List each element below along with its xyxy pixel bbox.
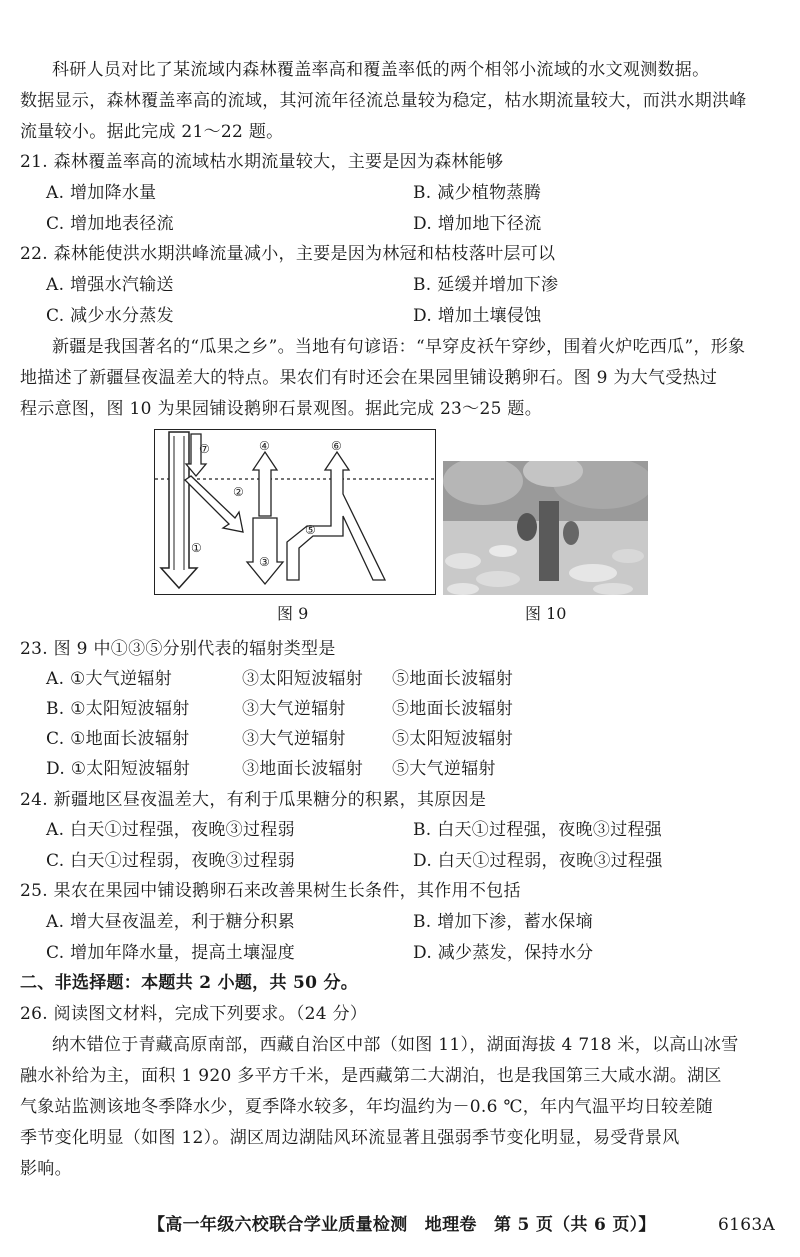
q23-option-a[interactable] xyxy=(46,667,566,691)
figure-9-caption: 图 9 xyxy=(277,604,309,623)
section-heading: 二、非选择题：本题共 2 小题，共 50 分。 xyxy=(20,973,359,993)
intro-text: 新疆是我国著名的“瓜果之乡”。当地有句谚语：“早穿皮袄午穿纱，围着火炉吃西瓜”，形象 xyxy=(52,337,746,357)
q22-option-b[interactable]: B. 延缓并增加下渗 xyxy=(413,275,559,295)
q26-paragraph: 气象站监测该地冬季降水少，夏季降水较多，年均温约为－0.6 ℃，年内气温平均日较差随 xyxy=(20,1097,714,1117)
intro-text: 科研人员对比了某流域内森林覆盖率高和覆盖率低的两个相邻小流域的水文观测数据。 xyxy=(52,60,710,80)
q23-a-part2: ③太阳短波辐射 xyxy=(242,669,364,689)
question-25-stem: 25. 果农在果园中铺设鹅卵石来改善果树生长条件，其作用不包括 xyxy=(20,881,521,901)
figure-10-photo xyxy=(443,461,648,595)
q22-option-d[interactable]: D. 增加土壤侵蚀 xyxy=(413,306,542,326)
q23-a-part1: A. ①大气逆辐射 xyxy=(46,669,173,689)
figure-9-diagram xyxy=(154,429,436,595)
q26-paragraph: 季节变化明显（如图 12）。湖区周边湖陆风环流显著且强弱季节变化明显，易受背景风 xyxy=(20,1128,680,1148)
q24-option-b[interactable]: B. 白天①过程强，夜晚③过程强 xyxy=(413,820,663,840)
q22-option-c[interactable]: C. 减少水分蒸发 xyxy=(46,306,174,326)
intro-text: 程示意图，图 10 为果园铺设鹅卵石景观图。据此完成 23～25 题。 xyxy=(20,399,543,419)
figure-10-caption: 图 10 xyxy=(525,604,567,623)
q23-c-part1: C. ①地面长波辐射 xyxy=(46,729,190,749)
label-2: ② xyxy=(233,485,244,499)
q25-option-d[interactable]: D. 减少蒸发，保持水分 xyxy=(413,943,594,963)
q21-option-a[interactable]: A. 增加降水量 xyxy=(46,183,157,203)
q24-option-d[interactable]: D. 白天①过程弱，夜晚③过程强 xyxy=(413,851,663,871)
label-6: ⑥ xyxy=(331,439,342,453)
q23-b-part1: B. ①太阳短波辐射 xyxy=(46,699,190,719)
q23-option-c[interactable] xyxy=(46,727,566,751)
page-footer-title: 【高一年级六校联合学业质量检测 地理卷 第 5 页（共 6 页）】 xyxy=(148,1215,656,1235)
question-21-stem: 21. 森林覆盖率高的流域枯水期流量较大，主要是因为森林能够 xyxy=(20,152,504,172)
q23-b-part3: ⑤地面长波辐射 xyxy=(392,699,514,719)
q23-c-part2: ③大气逆辐射 xyxy=(242,729,346,749)
q25-option-a[interactable]: A. 增大昼夜温差，利于糖分积累 xyxy=(46,912,295,932)
q21-option-c[interactable]: C. 增加地表径流 xyxy=(46,214,174,234)
q25-option-b[interactable]: B. 增加下渗，蓄水保墒 xyxy=(413,912,593,932)
q24-option-c[interactable]: C. 白天①过程弱，夜晚③过程弱 xyxy=(46,851,296,871)
label-4: ④ xyxy=(259,439,270,453)
label-7: ⑦ xyxy=(199,442,210,456)
q23-d-part1: D. ①太阳短波辐射 xyxy=(46,759,191,779)
intro-text: 地描述了新疆昼夜温差大的特点。果农们有时还会在果园里铺设鹅卵石。图 9 为大气受热过 xyxy=(20,368,718,388)
q23-option-d[interactable] xyxy=(46,757,566,781)
label-1: ① xyxy=(191,541,202,555)
q22-option-a[interactable]: A. 增强水汽输送 xyxy=(46,275,174,295)
q25-option-c[interactable]: C. 增加年降水量，提高土壤湿度 xyxy=(46,943,296,963)
q23-b-part2: ③大气逆辐射 xyxy=(242,699,346,719)
q26-paragraph: 影响。 xyxy=(20,1159,72,1179)
label-5: ⑤ xyxy=(305,523,316,537)
question-22-stem: 22. 森林能使洪水期洪峰流量减小，主要是因为林冠和枯枝落叶层可以 xyxy=(20,244,556,264)
intro-text: 数据显示，森林覆盖率高的流域，其河流年径流总量较为稳定，枯水期流量较大，而洪水期洪峰 xyxy=(20,91,747,111)
question-23-stem: 23. 图 9 中①③⑤分别代表的辐射类型是 xyxy=(20,639,336,659)
intro-text: 流量较小。据此完成 21～22 题。 xyxy=(20,122,284,142)
page-footer-code: 6163A xyxy=(718,1215,776,1235)
q23-d-part2: ③地面长波辐射 xyxy=(242,759,364,779)
q23-d-part3: ⑤大气逆辐射 xyxy=(392,759,496,779)
q23-a-part3: ⑤地面长波辐射 xyxy=(392,669,514,689)
label-3: ③ xyxy=(259,555,270,569)
q26-paragraph: 融水补给为主，面积 1 920 多平方千米，是西藏第二大湖泊，也是我国第三大咸水湖。湖区 xyxy=(20,1066,722,1086)
q26-paragraph: 纳木错位于青藏高原南部，西藏自治区中部（如图 11），湖面海拔 4 718 米，以高山冰雪 xyxy=(52,1035,739,1055)
question-24-stem: 24. 新疆地区昼夜温差大，有利于瓜果糖分的积累，其原因是 xyxy=(20,790,487,810)
q23-c-part3: ⑤太阳短波辐射 xyxy=(392,729,514,749)
q21-option-b[interactable]: B. 减少植物蒸腾 xyxy=(413,183,541,203)
question-26-stem: 26. 阅读图文材料，完成下列要求。（24 分） xyxy=(20,1004,368,1024)
q21-option-d[interactable]: D. 增加地下径流 xyxy=(413,214,542,234)
q23-option-b[interactable] xyxy=(46,697,566,721)
q24-option-a[interactable]: A. 白天①过程强，夜晚③过程弱 xyxy=(46,820,295,840)
